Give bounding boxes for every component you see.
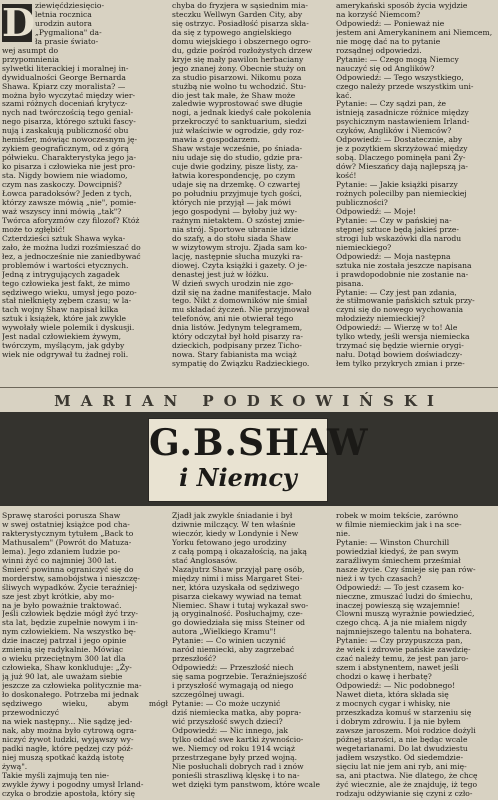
column-4-text: Sprawę starości porusza Shaw w swej ostatniej książce pod cha- rakterystycznym tytułem „Back to Mathusalem" (Powrót do Matuza- lema). Jego zdaniem ludzie po- winni żyć co najmniej 300 lat. Śmierć powinna ograniczyć się do morderstw, samobójstwa i nieszczę- śliwych wypadków. Życie teraźniej- sze jest zbyt krótkie, aby mo- na je było poważnie traktować. Jeśli człowiek będzie mógł żyć trzy- sta lat, będzie zupełnie nowym i in- nym człowiekiem. Na wszystko bę- dzie inaczej patrzał i jego opinie zmienią się radykalnie. Mówiąc o wieku przeciętnym 300 lat dla człowieka, Shaw konkluduje: „Ży- ją już 90 lat, ale uważam siebie jeszcze za człowieka politycznie ma- ło doskonałego. Potrzeba mi jednak sędziwego wieku, abym mógł przewodniczyć na wiek następny... Nie sądzę jed- nak, aby można było cytrową ogra- niczyć żywot ludzki, wyjąwszy wy- padki nagłe, które pędzej czy póź- niej muszą spotkać każdą istotę żywą". Takie myśli zajmują ten nie- zwykle żywy i pogodny umysł Irland- czyka o brodzie apostoła, który się — [2, 512, 168, 798]
column-6-text: robek w moim tekście, zarówno w filmie niemieckim jak i na sce- nie. Pytanie: — Winston Churchill powiedział kiedyś, że pan swym zaraźliwym śmiechem prześmiał nasze życie. Czy śmieje się pan rów- nież i w tych czasach? Odpowiedź: — To jest czasem ko- nieczne, zmuszać ludzi do śmiechu, inaczej powieszą się wzajemnie! Clowni muszą wyrażnie powiedzieć, czego chcą. A ja nie miałem nigdy najmniejszego talentu na bohatera. Pytanie: — Czy przypuszcza pan, że wiek i zdrowie pańskie zawdzię- czać należy temu, że jest pan jaro- szem i abstynentem, nawet jeśli chodzi o kawę i herbatę? Odpowiedź: — Nic podobnego! Nawet dieta, która składa się z mocnych cygar i whisky, nie przeszkadza komuś w starzeniu się i dobrym zdrowiu. I ja nie byłem zawsze jaroszem. Moi rodzice dożyli późnej starości, a nie będąc wcale wegetarianami. Do lat dwudziestu jadłem wszystko. Od siedemdzie- sięciu lat nie jem ani ryb, ani mię- sa, ani ptactwa. Nie dlatego, że chcę żyć wiecznie, ale że znajduję, iż tego rodzaju odżywianie się czyni z czło- — [336, 512, 478, 798]
column-3-text: amerykański sposób życia wyjdzie na korzyść Niemcom? Odpowiedź: — Ponieważ nie jestem ani Amerykaninem ani Niemcem, nie mogę dać na to pytanie rozsądnej odpowiedzi. Pytanie: — Czego mogą Niemcy nauczyć się od Anglików? Odpowiedź: — Tego wszystkiego, czego należy przede wszystkim uni- kać. Pytanie: — Czy sądzi pan, że istnieją zasadnicze różnice między psychicznym nastawieniem Irland- czyków, Anglików i Niemców? Odpowiedź: — Dostatecznie, aby je z pozytkiem skrzyżować między sobą. Dlaczego pominęła pani Ży- dów? Mieszańcy dają najlepszą ja- kość! Pytanie: — Jakie książki pisarzy rożnych polecilby pan niemieckiej publiczności? Odpowiedź: — Moje! Pytanie: — Czy w pańskiej na- stępnej sztuce będą jakieś prze- strogi lub wskazówki dla narodu niemieckiego? Odpowiedź: — Moja następna sztuka nie została jeszcze napisana i prawdopodobnie nie zostanie na- pisana. Pytanie: — Czy jest pan zdania, że stiłmowanie pańskich sztuk przy- czyni się do nowego wychowania młodzieży niemieckiej? Odpowiedź: — Wierzę w to! Ale tylko wtedy, jeśli wersja niemiecka trzymać się będzie wiernie orygi- nału. Dotąd bowiem doświadczy- łem tylko przykrych zmian i prze- — [336, 2, 493, 369]
article-column-3 — [336, 2, 496, 385]
drop-cap: D — [2, 2, 35, 45]
column-1-text: ziewięćdziesięcio- letnia rocznica urodzin autora „Pygmaliona" da- ła prasie świato- wej asumpt do przypomnienia sylwetki literackiej i moralnej in- dywidualności George Bernarda Shawa. Kpiarz czy moralista? — można było wyczytać między wier- szami różnych doceniań krytycz- nych nad twórczością tego genial- nego pisarza, którego sztuki fascy- nują i zaskakują publiczność obu hemisfer, mówiąc nowoczesnym ję- zykiem geograficznym, od z górą półwieku. Charakterystyka jego ja- ko pisarza i człowieka nie jest pro- sta. Nigdy bowiem nie wiadomo, czym nas zaskoczy. Dowcipniś? Łowca paradoksów? Jeden z tych, którzy zawsze mówią „nie", pomie- waż wszyscy inni mówią „tak"? Twórca aforyzmów czy filozof? Któż może to zgłębić! Czterdzieści sztuk Shawa wyka- zało, że można ludzi rozśmieszać do łez, a jednocześnie nie zaniedbywać problemów i wartości etycznych. Jedną z intrygujących zagadek tego człowieka jest fakt, że mimo sędziwego wieku, umysł jego pozo- stał niełknięty zębem czasu; w la- tach wojny Shaw napisał kilka sztuk i książek, które jak zwykle wywołały wiele polemik i dyskusji. Jest nadal człowiekiem żywym, twórczym, myślącym, jak gdyby wiek nie odgrywał tu żadnej roli. — [2, 2, 141, 360]
headline-subtitle: i Niemcy — [179, 463, 297, 492]
author-byline: MARIAN PODKOWIŃSKI — [0, 390, 498, 412]
article-column-1 — [2, 2, 168, 388]
article-column-4 — [2, 512, 168, 800]
column-5-text: Zjadł jak zwykle śniadanie i był dziwnie milczący. W ten właśnie wieczór, kiedy w Londynie i New Yorku fetowano jego urodziny z całą pompą i okazałością, na jaką stać Anglosasów. Nazajutrz Shaw przyjął parę osób, między nimi i miss Margaret Stei- ner, która uzyskała od sędziwego pisarza ciekawy wywiad na temat Niemiec. Shaw i tutaj wykazał swo- ją oryginalność. Posłuchajmy, cze- go dowiedziała się miss Steiner od autora „Wielkiego Kramu"! Pytanie: — Co winien uczynić naród niemiecki, aby zagrzebać przeszłość? Odpowiedź: — Przeszłość niech się sama pogrzebie. Teraźniejszość i przyszłość wymagają od niego szczególnej uwagi. Pytanie: — Co może uczynić dziś niemiecka matka, aby popra- wić przyszłość swych dzieci? Odpowiedź: — Nic innego, jak tylko oddać swe kartki żywnościo- we. Niemcy od roku 1914 wciąż przestrzegane były przed wojną. Nie posłuchali dobrych rad i znów ponieśli straszliwą klęskę i to na- wet dzięki tym panstwom, które wcale — [172, 512, 320, 789]
column-2-text: chyba do fryzjera w sąsiednim mia- steczku Wellwyn Garden City, aby się ostrzyc. Posiadłość pisarza skła- da się z typowego angielskiego domu wiejskiego i obszernego ogro- du, gdzie pośród rozłożystych drzew kryje się mały pawilon herbaciany jego znanej żony. Obecnie stuży on za studio pisarzowi. Nikomu poza stużbą nie wolno tu wchodzić. Stu- dio jest tak małe, że Shaw może zaledwie wyprostować swe długie nogi, a jednak kiedyś całe pokolenia przekroczyć to sanktuarium, siedzi już właściwie w ogrodzie, gdy roz- mawia z gospodarzem. Shaw wstaje wcześnie, po śniada- niu udaje się do studio, gdzie pra- cuje dwie godziny, pisze listy, za- łatwia korespondencję, po czym udaje się na drzemkę. O czwartej po południu przyjmuje tych gości, których nie przyjął — jak mówi jego gospodyni — byłoby już wy- raźnym nietaktem. O szóstej zmie- nia strój. Sportowe ubranie idzie do szafy, a do stołu siada Shaw w wizytowym stroju. Zjada sam ko- lację, następnie słucha muzyki ra- diowej. Czyta książki i gazety. O je- denastej jest już w łóżku. W dzień swych urodzin nie zgo- dził się na żadne manifestacje. Mało tego. Nikt z domowników nie śmiał mu składać życzeń. Nie przyjmował telefonów, ani nie otwierał tego dnia listów. Jedynym telegramem, który odczytał był hołd pisarzy ra- dzieckich, podpisany przez Ticho- nowa. Stary fabianista ma wciąż sympatię do Związku Radzieckiego. — [172, 2, 313, 369]
article-column-5 — [172, 512, 332, 800]
headline-box — [148, 418, 369, 502]
divider-rule — [0, 387, 498, 388]
article-column-6 — [336, 512, 496, 800]
article-column-2 — [172, 2, 332, 385]
headline-title: G.B.SHAW — [149, 422, 369, 464]
